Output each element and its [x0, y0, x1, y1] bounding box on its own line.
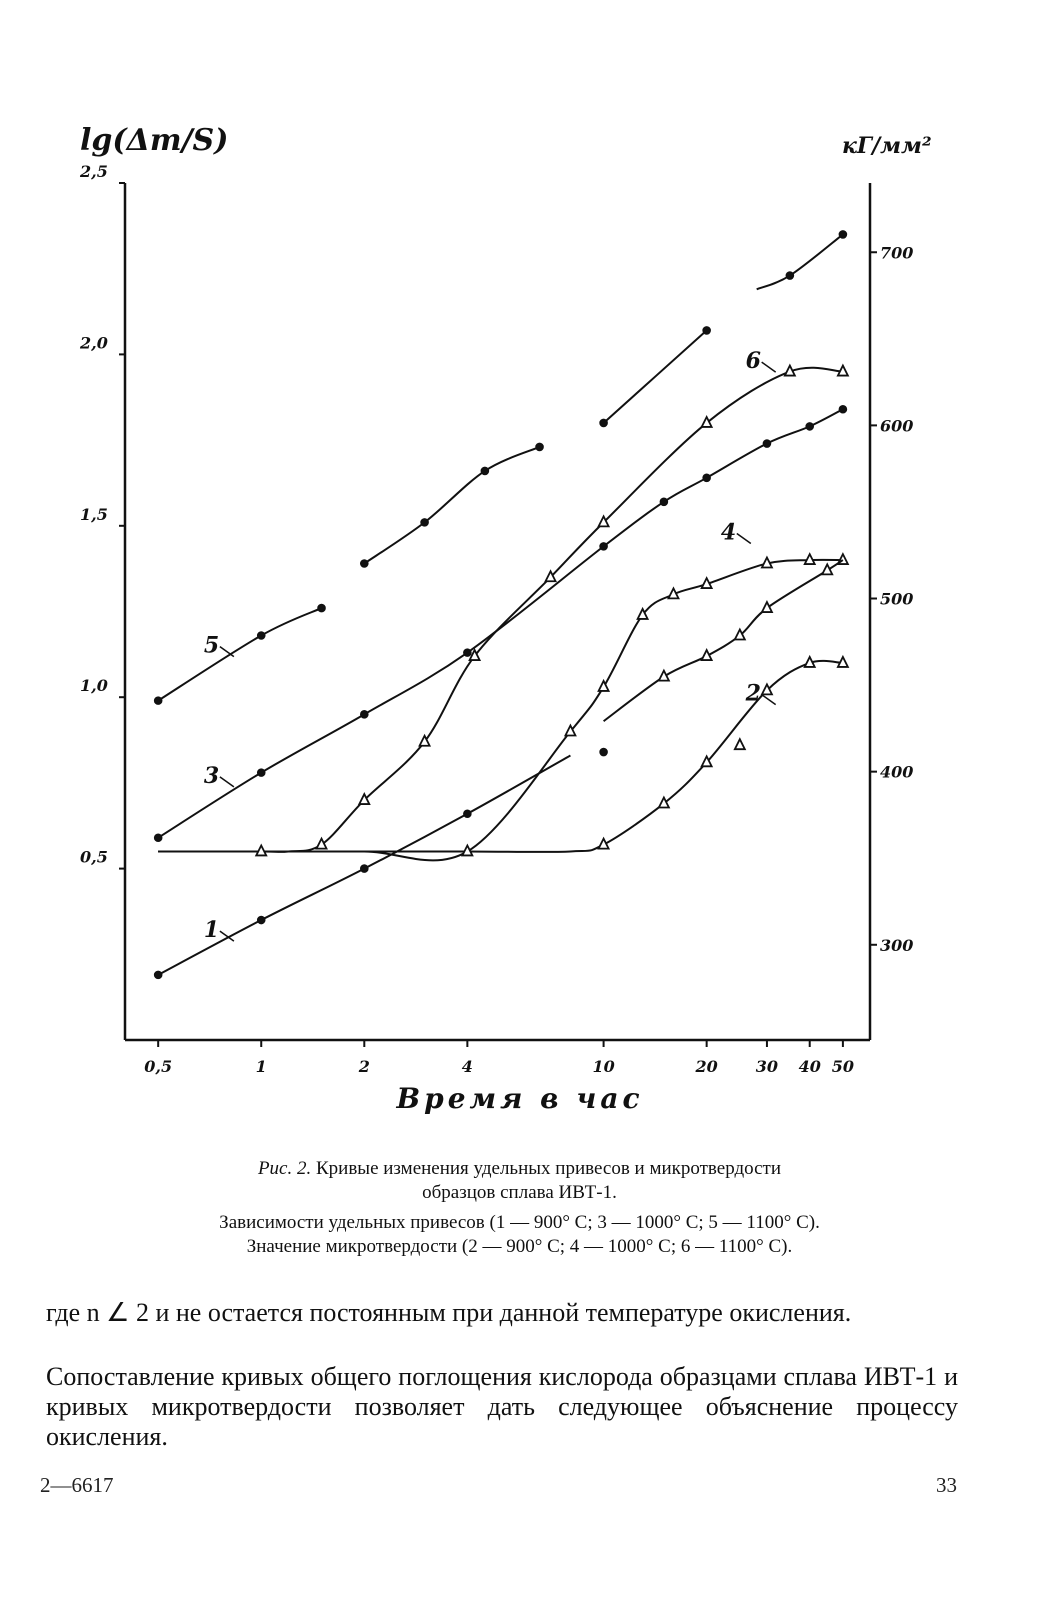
series-5-point [839, 231, 847, 239]
series-5-point [481, 467, 489, 475]
series-4-point [702, 578, 712, 588]
y-left-tick-label: 2,5 [80, 162, 108, 181]
figure-label: Рис. 2. [257, 1158, 312, 1179]
series-2-point [735, 739, 745, 749]
right-axis-label: кГ/мм² [842, 133, 932, 159]
series-label-1: 1 [203, 917, 220, 944]
series-2-point [838, 657, 848, 667]
series-3-point [257, 769, 265, 777]
series-1-point [154, 971, 162, 979]
series-4-point [805, 554, 815, 564]
series-6-point [702, 417, 712, 427]
series-5-point [600, 419, 608, 427]
series-4-point [762, 602, 772, 612]
caption-line-2: образцов сплава ИВТ-1. [422, 1182, 617, 1203]
series-4-point [462, 845, 472, 855]
page-number: 33 [936, 1473, 957, 1497]
series-4-line [158, 560, 843, 861]
series-3-point [806, 423, 814, 431]
y-right-tick-label: 500 [880, 589, 914, 609]
series-layer [154, 231, 848, 979]
y-right-tick-label: 400 [880, 762, 914, 782]
series-label-4: 4 [720, 519, 737, 546]
series-3-point [600, 543, 608, 551]
series-3-point [660, 498, 668, 506]
y-left-tick-label: 0,5 [80, 847, 108, 867]
series-5-point [318, 604, 326, 612]
x-tick-label: 10 [592, 1057, 615, 1076]
series-4-point [762, 558, 772, 568]
x-tick-label: 1 [255, 1057, 267, 1076]
series-4-point [822, 564, 832, 574]
y-left-tick-label: 1,5 [80, 504, 108, 524]
series-1-point [600, 748, 608, 756]
series-2-point [659, 797, 669, 807]
series-5-line [364, 447, 539, 564]
series-label-tick-4 [737, 534, 751, 544]
x-tick-label: 40 [798, 1057, 821, 1076]
x-tick-label: 2 [358, 1057, 370, 1076]
series-label-6: 6 [745, 348, 761, 375]
series-1-point [464, 810, 472, 818]
series-5-line [604, 330, 707, 423]
series-4-point [668, 588, 678, 598]
x-tick-label: 30 [755, 1057, 779, 1076]
series-5-point [154, 697, 162, 705]
y-right-tick-label: 600 [880, 416, 914, 436]
x-tick-label: 20 [695, 1057, 718, 1076]
series-5-point [257, 632, 265, 640]
y-right-tick-label: 300 [880, 935, 914, 955]
series-5-point [421, 519, 429, 527]
series-3-point [839, 405, 847, 413]
series-3-point [763, 440, 771, 448]
paragraph-2: Сопоставление кривых общего поглощения кислорода образцами сплава ИВТ-1 и кривых микротвердости позволяет дать следующее объяснение процессу окисления. [46, 1362, 958, 1451]
series-3-point [154, 834, 162, 842]
series-6-point [256, 845, 266, 855]
series-3-point [703, 474, 711, 482]
series-6-point [317, 839, 327, 849]
series-label-5: 5 [203, 632, 220, 659]
series-1-point [360, 865, 368, 873]
series-6-point [785, 366, 795, 376]
x-tick-label: 50 [831, 1057, 855, 1076]
series-label-tick-3 [220, 777, 234, 787]
series-2-point [599, 839, 609, 849]
x-axis-label: Время в час [396, 1082, 644, 1115]
series-4-line [604, 560, 843, 721]
caption-line-1: Кривые изменения удельных привесов и микротвердости [316, 1158, 782, 1179]
x-tick-label: 4 [461, 1057, 473, 1076]
series-5-point [360, 560, 368, 568]
series-3-point [360, 711, 368, 719]
series-1-point [257, 916, 265, 924]
series-label-tick-2 [762, 695, 776, 705]
series-5-point [536, 443, 544, 451]
caption-line-3: Зависимости удельных привесов (1 — 900° С; 3 — 1000° С; 5 — 1100° С). [219, 1212, 820, 1233]
paragraph-1: где n ∠ 2 и не остается постоянным при данной температуре окисления. [46, 1298, 852, 1327]
page-signature: 2—6617 [40, 1473, 114, 1497]
series-label-2: 2 [745, 680, 761, 707]
series-4-point [659, 671, 669, 681]
x-tick-label: 0,5 [144, 1057, 173, 1076]
series-label-3: 3 [203, 762, 220, 789]
series-label-tick-5 [220, 647, 234, 657]
series-5-line [757, 234, 843, 289]
series-3-point [464, 649, 472, 657]
series-6-line [158, 368, 843, 852]
series-5-line [158, 608, 321, 701]
series-2-point [805, 657, 815, 667]
y-right-tick-label: 700 [880, 243, 914, 263]
series-5-point [703, 327, 711, 335]
series-6-point [838, 366, 848, 376]
series-4-point [702, 650, 712, 660]
series-label-tick-6 [762, 362, 776, 372]
caption-line-4: Значение микротвердости (2 — 900° С; 4 — 1000° С; 6 — 1100° С). [246, 1236, 793, 1257]
series-5-point [786, 272, 794, 280]
left-axis-label: lg(Δm/S) [80, 123, 229, 158]
figure-caption-title [0, 1157, 1039, 1181]
y-left-tick-label: 1,0 [80, 676, 108, 696]
y-left-tick-label: 2,0 [80, 333, 108, 353]
